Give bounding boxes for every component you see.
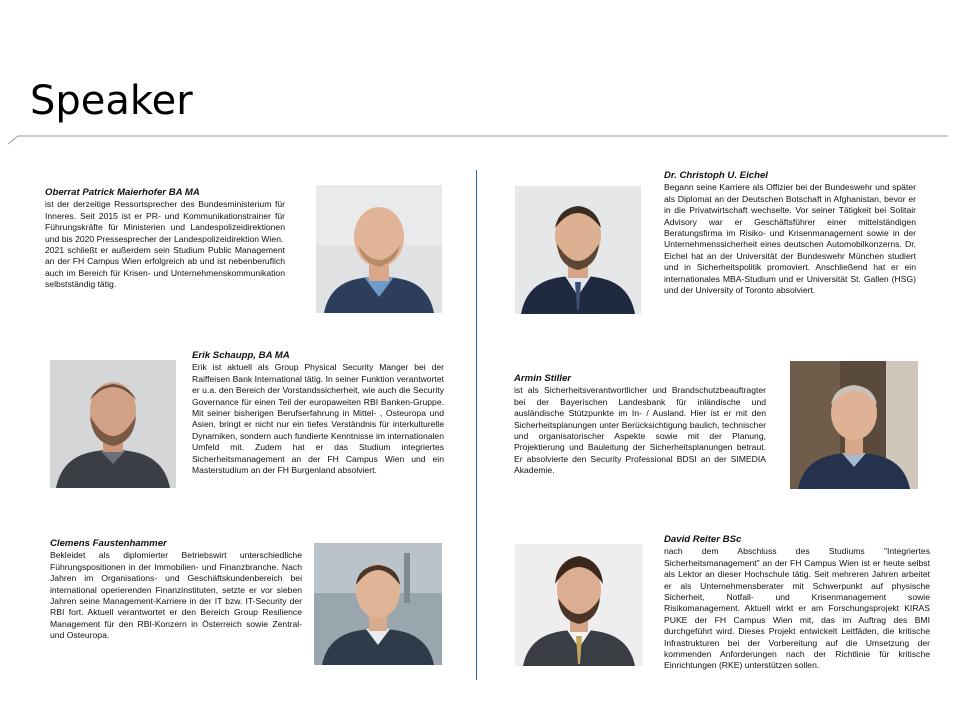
speaker-name: Armin Stiller — [514, 373, 572, 384]
speaker-bio: ist als Sicherheitsverantwortlicher und Brandschutzbeauftragter bei der Bayerischen Landesbank für inländische und ausländische Stützpunkte im In- / Ausland. Hier ist er mit den Sicherheitsplanungen unter Berücksichtigung baulich, technischer und organisatorischer Aspekte sowie mit der Planung, Projektierung und Bauleitung der Sicherheitsplanungen betraut. Er absolvierte den Security Professional BDSI an der SIMEDIA Akademie. — [514, 385, 766, 476]
speaker-schaupp-photo — [50, 360, 176, 488]
page-title: Speaker — [30, 78, 193, 124]
speaker-maierhofer-photo — [316, 185, 442, 313]
speaker-faustenhammer-text — [50, 538, 302, 642]
speaker-name: Oberrat Patrick Maierhofer BA MA — [45, 187, 200, 198]
speaker-faustenhammer-photo — [314, 543, 442, 665]
speaker-maierhofer-text — [45, 187, 285, 291]
speaker-name: Clemens Faustenhammer — [50, 538, 167, 549]
speaker-eichel-text — [664, 170, 916, 296]
speaker-schaupp-text — [192, 350, 444, 476]
title-divider — [8, 125, 948, 145]
speaker-name: Dr. Christoph U. Eichel — [664, 170, 768, 181]
speaker-bio-continued: 2021 schließt er außerdem sein Studium Public Management an der FH Campus Wien erfolgreich ab und ist nebenberuflich auch im Bereich für Krisen- und Unternehmenskommunikation selbstständig tätig. — [45, 245, 285, 290]
speaker-stiller-photo — [790, 361, 918, 489]
speaker-eichel-photo — [515, 186, 641, 314]
speaker-bio: Erik ist aktuell als Group Physical Security Manger bei der Raiffeisen Bank International tätig. In seiner Funktion verantwortet er u.a. den Bereich der Vorstandssicherheit, wie auch die Security Governance für einen Teil der europaweiten RBI Banken-Gruppe. Mit seiner bisherigen Berufserfahrung in Mittel- , Osteuropa und Asien, bringt er nicht nur ein tiefes Verständnis für interkulturelle Dynamiken, sondern auch fundierte Kenntnisse im internationalen Umfeld mit. Zudem hat er das Studium integriertes Sicherheitsmanagement an der FH Campus Wien und ein Masterstudium an der FH Burgenland absolviert. — [192, 362, 444, 476]
speaker-reiter-photo — [515, 544, 643, 666]
speaker-bio: Bekleidet als diplomierter Betriebswirt unterschiedliche Führungspositionen in der Immobilien- und Finanzbranche. Nach Jahren im Organisations- und Geschäftskundenbereich bei international operierenden Finanzinstituten, setzte er vor sieben Jahren seine Management-Karriere in der IT bzw. IT-Security der RBI fort. Aktuell verantwortet er den Bereich Group Resilience Management für den RBI-Konzern in Österreich sowie Zentral- und Osteuropa. — [50, 550, 302, 641]
speaker-stiller-text — [514, 373, 766, 477]
speaker-name: Erik Schaupp, BA MA — [192, 350, 290, 361]
speaker-bio: nach dem Abschluss des Studiums "Integriertes Sicherheitsmanagement" an der FH Campus Wien ist er heute selbst als Lektor an dieser Hochschule tätig. Seit mehreren Jahren arbeitet er als Unternehmensberater mit Schwerpunkt auf physische Sicherheit, Notfall- und Krisenmanagement sowie Risikomanagement. Aktuell wirkt er am Forschungsprojekt KIRAS PUKE der FH Campus Wien mit, das im Auftrag des BMI durchgeführt wird. Dieses Projekt entwickelt Leitfäden, die kritische Infrastrukturen bei der Vorbereitung auf die Umsetzung der kommenden Anforderungen nach der Richtlinie für kritische Einrichtungen (RKE) unterstützen sollen. — [664, 546, 930, 671]
speaker-name: David Reiter BSc — [664, 534, 742, 545]
speaker-reiter-text — [664, 534, 930, 672]
speaker-bio: ist der derzeitige Ressortsprecher des Bundesministerium für Inneres. Seit 2015 ist er PR- und Kommunikationstrainer für Führungskräfte für Ministerien und Landespolizeidirektionen und bis 2020 Pressesprecher der Landespolizeidirektion Wien. — [45, 199, 285, 244]
column-divider — [476, 170, 477, 680]
speaker-bio: Begann seine Karriere als Offizier bei der Bundeswehr und später als Diplomat an der Deutschen Botschaft in Afghanistan, bevor er in die Privatwirtschaft wechselte. Vor seiner Tätigkeit bei Solitair Advisory war er Geschäftsführer einer mittelständigen Beratungsfirma im Risiko- und Krisenmanagement sowie in der Unternehmenssicherheit eines deutschen Automobilkonzerns. Dr. Eichel hat an der Universität der Bundeswehr München studiert und in Sicherheitspolitik promoviert. Anschließend hat er ein internationales MBA-Studium und er Universität St. Gallen (HSG) und der University of Toronto absolviert. — [664, 182, 916, 296]
